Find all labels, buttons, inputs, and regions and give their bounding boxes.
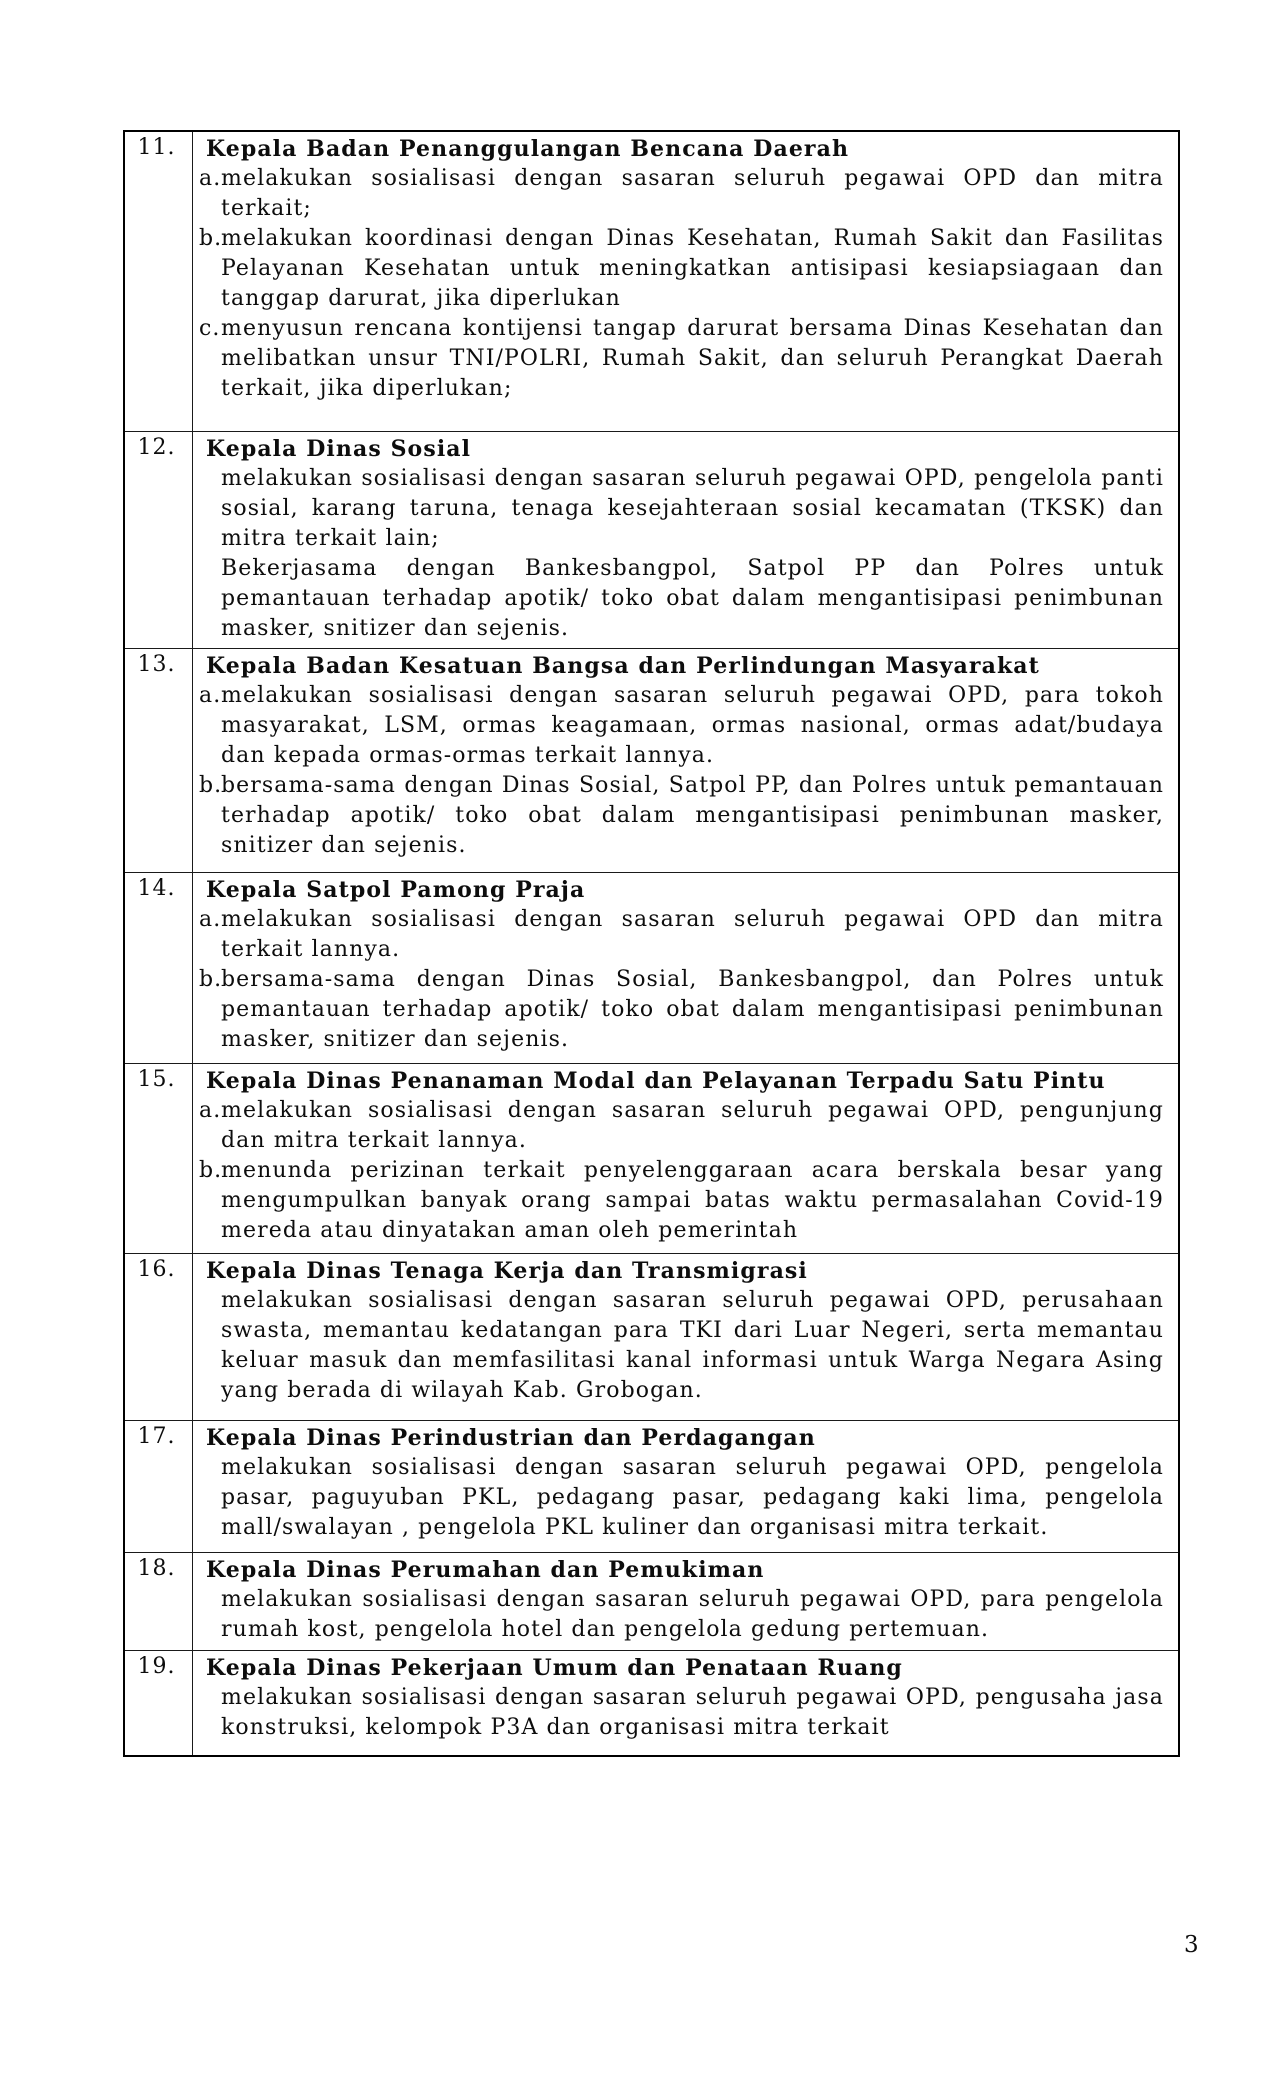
row-content-cell	[193, 1651, 1180, 1757]
list-item-marker: a.	[199, 683, 222, 708]
row-number: 11.	[137, 135, 176, 160]
table-row	[124, 1651, 1179, 1757]
row-number-cell	[124, 131, 193, 432]
row-number-cell	[124, 1651, 193, 1757]
row-content	[199, 1066, 1164, 1249]
table-row	[124, 649, 1179, 873]
list-item	[199, 965, 1164, 1055]
row-content-cell	[193, 1254, 1180, 1421]
row-number-cell	[124, 1421, 193, 1553]
list-item-text: melakukan sosialisasi dengan sasaran seluruh pegawai OPD, para pengelola rumah kost, pengelola hotel dan pengelola gedung pertemuan.	[221, 1587, 1164, 1642]
row-paragraph	[199, 1683, 1164, 1743]
row-title: Kepala Dinas Perumahan dan Pemukiman	[206, 1557, 765, 1583]
list-item-marker: b.	[199, 967, 223, 992]
instruction-table	[123, 130, 1180, 1757]
row-paragraph	[199, 554, 1164, 644]
list-item	[199, 314, 1164, 404]
list-item-text: melakukan sosialisasi dengan sasaran seluruh pegawai OPD dan mitra terkait lannya.	[221, 907, 1164, 962]
row-number: 12.	[137, 435, 176, 460]
list-item-text: Bekerjasama dengan Bankesbangpol, Satpol PP dan Polres untuk pemantauan terhadap apotik/ toko obat dalam mengantisipasi penimbunan masker, snitizer dan sejenis.	[221, 556, 1164, 641]
row-content-cell	[193, 131, 1180, 432]
list-item-text: melakukan koordinasi dengan Dinas Kesehatan, Rumah Sakit dan Fasilitas Pelayanan Kesehatan untuk meningkatkan antisipasi kesiapsiagaan dan tanggap darurat, jika diperlukan	[221, 226, 1164, 311]
row-number-cell	[124, 649, 193, 873]
row-content	[199, 434, 1164, 644]
row-title: Kepala Dinas Perindustrian dan Perdagangan	[206, 1425, 816, 1451]
row-number: 15.	[137, 1067, 176, 1092]
row-number-cell	[124, 873, 193, 1064]
list-item-text: melakukan sosialisasi dengan sasaran seluruh pegawai OPD, pengunjung dan mitra terkait lannya.	[221, 1098, 1164, 1153]
row-title: Kepala Dinas Sosial	[206, 436, 472, 462]
row-content-cell	[193, 1553, 1180, 1651]
list-item	[199, 771, 1164, 861]
list-item-marker: b.	[199, 773, 223, 798]
row-title: Kepala Dinas Tenaga Kerja dan Transmigrasi	[206, 1258, 808, 1284]
row-content	[199, 1653, 1164, 1751]
table-row	[124, 131, 1179, 432]
list-item-text: melakukan sosialisasi dengan sasaran seluruh pegawai OPD, para tokoh masyarakat, LSM, ormas keagamaan, ormas nasional, ormas adat/budaya dan kepada ormas-ormas terkait lannya.	[221, 683, 1164, 768]
list-item	[199, 1096, 1164, 1156]
row-title: Kepala Badan Penanggulangan Bencana Daerah	[206, 136, 850, 162]
list-item	[199, 905, 1164, 965]
list-item-text: melakukan sosialisasi dengan sasaran seluruh pegawai OPD, pengelola pasar, paguyuban PKL, pedagang pasar, pedagang kaki lima, pengelola mall/swalayan , pengelola PKL kuliner dan organisasi mitra terkait.	[221, 1455, 1164, 1540]
row-paragraph	[199, 1286, 1164, 1406]
list-item	[199, 681, 1164, 771]
row-content	[199, 651, 1164, 868]
page-number: 3	[1184, 1932, 1199, 1958]
row-content	[199, 875, 1164, 1059]
table-row	[124, 873, 1179, 1064]
row-title: Kepala Badan Kesatuan Bangsa dan Perlindungan Masyarakat	[206, 653, 1040, 679]
row-number: 13.	[137, 652, 176, 677]
row-number-cell	[124, 1064, 193, 1254]
row-content	[199, 1256, 1164, 1416]
row-content	[199, 1423, 1164, 1548]
row-paragraph	[199, 464, 1164, 554]
row-content	[199, 1555, 1164, 1646]
row-number: 18.	[137, 1556, 176, 1581]
list-item-text: melakukan sosialisasi dengan sasaran seluruh pegawai OPD, pengelola panti sosial, karang taruna, tenaga kesejahteraan sosial kecamatan (TKSK) dan mitra terkait lain;	[221, 466, 1164, 551]
row-content	[199, 134, 1164, 427]
list-item-marker: a.	[199, 1098, 222, 1123]
list-item-text: melakukan sosialisasi dengan sasaran seluruh pegawai OPD, perusahaan swasta, memantau kedatangan para TKI dari Luar Negeri, serta memantau keluar masuk dan memfasilitasi kanal informasi untuk Warga Negara Asing yang berada di wilayah Kab. Grobogan.	[221, 1288, 1164, 1403]
row-number: 17.	[137, 1424, 176, 1449]
list-item	[199, 164, 1164, 224]
list-item-text: melakukan sosialisasi dengan sasaran seluruh pegawai OPD, pengusaha jasa konstruksi, kelompok P3A dan organisasi mitra terkait	[221, 1685, 1164, 1740]
row-content-cell	[193, 432, 1180, 649]
list-item-text: bersama-sama dengan Dinas Sosial, Satpol PP, dan Polres untuk pemantauan terhadap apotik/ toko obat dalam mengantisipasi penimbunan masker, snitizer dan sejenis.	[221, 773, 1164, 858]
row-content-cell	[193, 1421, 1180, 1553]
list-item-text: menunda perizinan terkait penyelenggaraan acara berskala besar yang mengumpulkan banyak orang sampai batas waktu permasalahan Covid-19 mereda atau dinyatakan aman oleh pemerintah	[221, 1158, 1164, 1243]
table-row	[124, 432, 1179, 649]
list-item	[199, 224, 1164, 314]
table-row	[124, 1553, 1179, 1651]
row-number: 16.	[137, 1257, 176, 1282]
row-content-cell	[193, 873, 1180, 1064]
row-title: Kepala Dinas Pekerjaan Umum dan Penataan Ruang	[206, 1655, 903, 1681]
list-item-marker: b.	[199, 1158, 223, 1183]
row-number-cell	[124, 1254, 193, 1421]
row-paragraph	[199, 1585, 1164, 1645]
list-item-text: melakukan sosialisasi dengan sasaran seluruh pegawai OPD dan mitra terkait;	[221, 166, 1164, 221]
row-paragraph	[199, 1453, 1164, 1543]
list-item-marker: a.	[199, 166, 222, 191]
list-item-text: bersama-sama dengan Dinas Sosial, Bankesbangpol, dan Polres untuk pemantauan terhadap apotik/ toko obat dalam mengantisipasi penimbunan masker, snitizer dan sejenis.	[221, 967, 1164, 1052]
row-number-cell	[124, 432, 193, 649]
table-row	[124, 1064, 1179, 1254]
table-row	[124, 1254, 1179, 1421]
instruction-table-body	[124, 131, 1179, 1756]
list-item-text: menyusun rencana kontijensi tangap darurat bersama Dinas Kesehatan dan melibatkan unsur TNI/POLRI, Rumah Sakit, dan seluruh Perangkat Daerah terkait, jika diperlukan;	[221, 316, 1164, 401]
row-content-cell	[193, 649, 1180, 873]
row-title: Kepala Satpol Pamong Praja	[206, 877, 586, 903]
row-title: Kepala Dinas Penanaman Modal dan Pelayanan Terpadu Satu Pintu	[206, 1068, 1106, 1094]
list-item-marker: b.	[199, 226, 223, 251]
table-row	[124, 1421, 1179, 1553]
row-number-cell	[124, 1553, 193, 1651]
list-item-marker: a.	[199, 907, 222, 932]
row-content-cell	[193, 1064, 1180, 1254]
row-number: 14.	[137, 876, 176, 901]
list-item	[199, 1156, 1164, 1246]
list-item-marker: c.	[199, 316, 221, 341]
row-number: 19.	[137, 1654, 176, 1679]
